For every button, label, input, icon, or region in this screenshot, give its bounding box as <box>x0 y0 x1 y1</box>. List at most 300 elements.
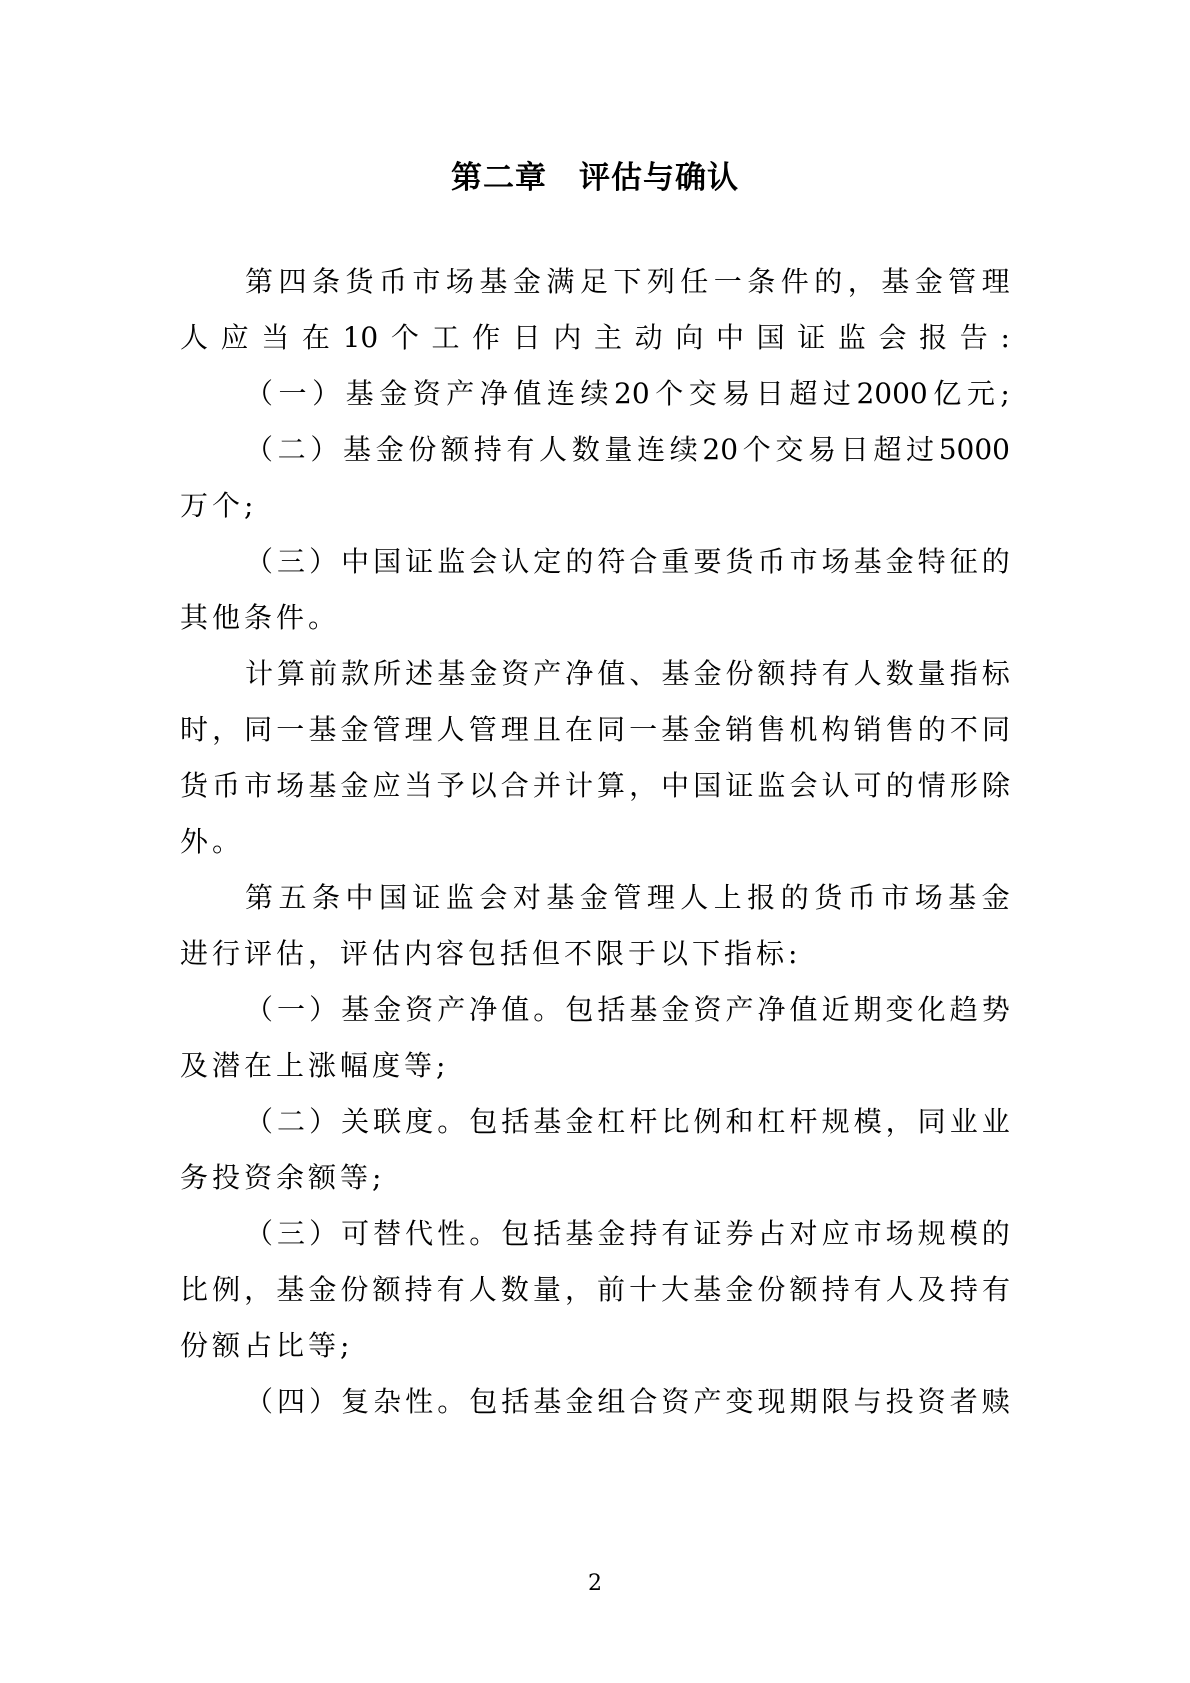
glyph: 日 <box>755 377 784 410</box>
glyph: 净 <box>479 377 508 410</box>
glyph: 。 <box>469 1217 498 1250</box>
glyph: 交 <box>688 377 717 410</box>
glyph: 份 <box>340 1273 369 1306</box>
glyph: 连 <box>546 377 575 410</box>
article-4-line-2 <box>180 318 1010 358</box>
glyph: 的 <box>981 1217 1010 1250</box>
article-5-item-3-line-1 <box>245 1214 1010 1254</box>
glyph: 予 <box>436 769 465 802</box>
glyph: 、 <box>629 657 658 690</box>
glyph: 金 <box>693 713 722 746</box>
glyph: 性 <box>437 1217 466 1250</box>
glyph: 要 <box>693 545 722 578</box>
article-4-line-1 <box>245 262 1010 302</box>
glyph: 。 <box>533 993 562 1026</box>
glyph: 时 <box>180 713 209 746</box>
glyph: 数 <box>571 433 600 466</box>
glyph: 币 <box>378 265 407 298</box>
glyph: 有 <box>853 1273 882 1306</box>
glyph: 金 <box>725 1273 754 1306</box>
glyph: 易 <box>722 377 751 410</box>
glyph: 管 <box>372 713 401 746</box>
glyph: 在 <box>564 713 593 746</box>
glyph: 币 <box>757 545 786 578</box>
glyph: 算 <box>277 657 306 690</box>
glyph: 关 <box>341 1105 370 1138</box>
glyph: 形 <box>949 769 978 802</box>
glyph: 人 <box>180 321 209 354</box>
glyph: 基 <box>308 769 337 802</box>
glyph: 基 <box>345 377 374 410</box>
glyph: 超 <box>789 377 818 410</box>
glyph: 与 <box>853 1385 882 1418</box>
glyph: 证 <box>797 321 826 354</box>
glyph: （ <box>245 1105 274 1138</box>
glyph: 变 <box>885 993 914 1026</box>
glyph: 交 <box>775 433 804 466</box>
glyph: 规 <box>821 1105 850 1138</box>
glyph: 基 <box>948 881 977 914</box>
glyph: 场 <box>885 1217 914 1250</box>
glyph: 并 <box>532 769 561 802</box>
glyph: 条 <box>747 265 776 298</box>
glyph: 模 <box>853 1105 882 1138</box>
glyph: 合 <box>629 545 658 578</box>
glyph: 值 <box>513 377 542 410</box>
article-4-item-3-line-1 <box>245 542 1010 582</box>
glyph: 资 <box>412 377 441 410</box>
glyph: 日 <box>512 321 541 354</box>
glyph: 基 <box>276 1273 305 1306</box>
glyph: 基 <box>629 993 658 1026</box>
glyph: 持 <box>949 1273 978 1306</box>
glyph: ） <box>310 433 339 466</box>
glyph: 内 <box>553 321 582 354</box>
glyph: 净 <box>565 657 594 690</box>
glyph: 杂 <box>373 1385 402 1418</box>
glyph: 定 <box>533 545 562 578</box>
glyph: ， <box>885 1105 914 1138</box>
glyph: 包 <box>565 993 594 1026</box>
glyph: 理 <box>981 265 1010 298</box>
glyph: 基 <box>853 545 882 578</box>
glyph: 上 <box>713 881 742 914</box>
glyph: 同 <box>597 713 626 746</box>
article-5-item-3-line-3: 份额占比等; <box>180 1329 354 1362</box>
glyph: 易 <box>808 433 837 466</box>
glyph: 标 <box>981 657 1010 690</box>
glyph: 比 <box>661 1105 690 1138</box>
glyph: 人 <box>853 657 882 690</box>
glyph: 包 <box>469 1385 498 1418</box>
glyph: 应 <box>821 1217 850 1250</box>
glyph: 货 <box>725 545 754 578</box>
glyph: 比 <box>180 1273 209 1306</box>
glyph: 有 <box>981 1273 1010 1306</box>
article-5-line-1 <box>245 878 1010 918</box>
glyph: ; <box>1000 377 1010 410</box>
glyph: 金 <box>579 881 608 914</box>
glyph: : <box>1000 321 1010 354</box>
glyph: ） <box>309 993 338 1026</box>
glyph: 限 <box>821 1385 850 1418</box>
glyph: 会 <box>878 321 907 354</box>
glyph: 日 <box>840 433 869 466</box>
glyph: 第 <box>245 265 274 298</box>
glyph: ） <box>309 1385 338 1418</box>
glyph: 趋 <box>949 993 978 1026</box>
glyph: 现 <box>757 1385 786 1418</box>
glyph: 条 <box>311 881 340 914</box>
glyph: 三 <box>277 545 306 578</box>
glyph: 金 <box>661 993 690 1026</box>
glyph: 净 <box>757 993 786 1026</box>
glyph: 杆 <box>789 1105 818 1138</box>
glyph: 指 <box>949 657 978 690</box>
glyph: 大 <box>661 1273 690 1306</box>
article-5-item-4-line-1 <box>245 1382 1010 1422</box>
glyph: 币 <box>212 769 241 802</box>
glyph: 且 <box>532 713 561 746</box>
glyph: 替 <box>373 1217 402 1250</box>
glyph: 监 <box>837 321 866 354</box>
article-5-item-2-line-2: 务投资余额等; <box>180 1161 386 1194</box>
glyph: 管 <box>468 713 497 746</box>
glyph: 个 <box>655 377 684 410</box>
glyph: 金 <box>885 545 914 578</box>
glyph: 基 <box>565 1217 594 1250</box>
glyph: 势 <box>981 993 1010 1026</box>
glyph: 情 <box>917 769 946 802</box>
glyph: 业 <box>981 1105 1010 1138</box>
glyph: 场 <box>445 265 474 298</box>
glyph: 续 <box>580 377 609 410</box>
glyph: 有 <box>506 433 535 466</box>
glyph: 人 <box>468 1273 497 1306</box>
glyph: 括 <box>501 1385 530 1418</box>
glyph: 特 <box>917 545 946 578</box>
glyph: 10 <box>342 321 379 354</box>
glyph: （ <box>245 1385 274 1418</box>
glyph: 括 <box>501 1105 530 1138</box>
glyph: （ <box>245 993 274 1026</box>
glyph: 对 <box>512 881 541 914</box>
glyph: 足 <box>579 265 608 298</box>
glyph: 证 <box>725 769 754 802</box>
article-4-item-1 <box>245 374 1010 414</box>
glyph: 征 <box>949 545 978 578</box>
glyph: 金 <box>693 657 722 690</box>
glyph: 销 <box>725 713 754 746</box>
glyph: 款 <box>341 657 370 690</box>
glyph: 亿 <box>933 377 962 410</box>
glyph: 金 <box>565 1385 594 1418</box>
chapter-title: 第二章 评估与确认 <box>451 160 739 196</box>
glyph: 市 <box>881 881 910 914</box>
glyph: 额 <box>789 1273 818 1306</box>
glyph: 一 <box>713 265 742 298</box>
glyph: 国 <box>378 881 407 914</box>
glyph: （ <box>245 433 274 466</box>
glyph: 模 <box>949 1217 978 1250</box>
glyph: 。 <box>437 1105 466 1138</box>
glyph: 可 <box>341 1217 370 1250</box>
glyph: 基 <box>308 713 337 746</box>
glyph: 国 <box>693 769 722 802</box>
glyph: 同 <box>244 713 273 746</box>
glyph: 额 <box>757 657 786 690</box>
calculation-paragraph-line-3 <box>180 766 1010 806</box>
glyph: 持 <box>629 1217 658 1250</box>
glyph: 主 <box>594 321 623 354</box>
glyph: 认 <box>501 545 530 578</box>
glyph: ） <box>309 1105 338 1138</box>
glyph: 证 <box>405 545 434 578</box>
glyph: 货 <box>180 769 209 802</box>
glyph: 的 <box>814 265 843 298</box>
glyph: 销 <box>853 713 882 746</box>
glyph: 有 <box>436 1273 465 1306</box>
glyph: 杆 <box>629 1105 658 1138</box>
glyph: 计 <box>564 769 593 802</box>
glyph: 应 <box>372 769 401 802</box>
glyph: 以 <box>468 769 497 802</box>
glyph: 对 <box>789 1217 818 1250</box>
glyph: 当 <box>404 769 433 802</box>
glyph: 认 <box>821 769 850 802</box>
glyph: 基 <box>341 993 370 1026</box>
article-5-item-1-line-1 <box>245 990 1010 1030</box>
glyph: 及 <box>917 1273 946 1306</box>
glyph: 括 <box>533 1217 562 1250</box>
glyph: 条 <box>311 265 340 298</box>
glyph: 量 <box>917 657 946 690</box>
glyph: 例 <box>693 1105 722 1138</box>
glyph: 币 <box>847 881 876 914</box>
glyph: ， <box>847 265 876 298</box>
article-5-item-3-line-2 <box>180 1270 1010 1310</box>
glyph: 杠 <box>597 1105 626 1138</box>
glyph: 20 <box>614 377 650 410</box>
glyph: 金 <box>565 1105 594 1138</box>
glyph: 合 <box>629 1385 658 1418</box>
glyph: 近 <box>821 993 850 1026</box>
glyph: 监 <box>437 545 466 578</box>
glyph: 管 <box>613 881 642 914</box>
glyph: 动 <box>634 321 663 354</box>
glyph: 净 <box>469 993 498 1026</box>
glyph: 当 <box>261 321 290 354</box>
article-5-item-1-line-2: 及潜在上涨幅度等; <box>180 1049 450 1082</box>
glyph: 告 <box>959 321 988 354</box>
glyph: 金 <box>373 993 402 1026</box>
glyph: 持 <box>473 433 502 466</box>
glyph: 计 <box>245 657 274 690</box>
glyph: 同 <box>917 1105 946 1138</box>
glyph: 基 <box>661 657 690 690</box>
glyph: 量 <box>604 433 633 466</box>
glyph: 国 <box>373 545 402 578</box>
glyph: 元 <box>966 377 995 410</box>
article-5-line-2: 进行评估，评估内容包括但不限于以下指标: <box>180 937 802 970</box>
glyph: 会 <box>479 881 508 914</box>
glyph: 人 <box>539 433 568 466</box>
glyph: 市 <box>789 545 818 578</box>
glyph: 构 <box>821 713 850 746</box>
calculation-paragraph-line-1 <box>245 654 1010 694</box>
glyph: 资 <box>917 1385 946 1418</box>
glyph: 中 <box>341 545 370 578</box>
glyph: 中 <box>345 881 374 914</box>
glyph: 金 <box>379 377 408 410</box>
glyph: 理 <box>404 713 433 746</box>
glyph: 一 <box>629 713 658 746</box>
glyph: 产 <box>725 993 754 1026</box>
glyph: 场 <box>276 769 305 802</box>
glyph: 一 <box>277 993 306 1026</box>
glyph: 。 <box>437 1385 466 1418</box>
glyph: 基 <box>343 433 372 466</box>
glyph: 过 <box>906 433 935 466</box>
page-number: 2 <box>588 1571 602 1596</box>
glyph: 变 <box>725 1385 754 1418</box>
glyph: 市 <box>853 1217 882 1250</box>
article-4-item-3-line-2: 其他条件。 <box>180 601 341 634</box>
glyph: 人 <box>885 1273 914 1306</box>
calculation-paragraph-line-2 <box>180 710 1010 750</box>
glyph: 值 <box>597 657 626 690</box>
glyph: 一 <box>278 377 307 410</box>
glyph: 金 <box>981 881 1010 914</box>
glyph: 满 <box>546 265 575 298</box>
glyph: 的 <box>780 881 809 914</box>
glyph: 报 <box>747 881 776 914</box>
glyph: 值 <box>789 993 818 1026</box>
glyph: 金 <box>512 265 541 298</box>
glyph: 算 <box>597 769 626 802</box>
glyph: 五 <box>278 881 307 914</box>
glyph: 基 <box>533 1385 562 1418</box>
glyph: 三 <box>277 1217 306 1250</box>
glyph: 超 <box>873 433 902 466</box>
glyph: ， <box>564 1273 593 1306</box>
glyph: 者 <box>949 1385 978 1418</box>
glyph: 持 <box>821 1273 850 1306</box>
calculation-paragraph-line-4: 外。 <box>180 825 245 858</box>
glyph: 中 <box>715 321 744 354</box>
glyph: 理 <box>500 713 529 746</box>
glyph: 有 <box>821 657 850 690</box>
glyph: 的 <box>565 545 594 578</box>
glyph: ， <box>212 713 241 746</box>
glyph: 一 <box>276 713 305 746</box>
glyph: 量 <box>532 1273 561 1306</box>
glyph: 任 <box>680 265 709 298</box>
glyph: 二 <box>277 433 306 466</box>
glyph: 5000 <box>938 433 1010 466</box>
glyph: 向 <box>675 321 704 354</box>
glyph: 份 <box>757 1273 786 1306</box>
glyph: 性 <box>405 1385 434 1418</box>
glyph: 产 <box>693 1385 722 1418</box>
glyph: 的 <box>885 769 914 802</box>
glyph: 除 <box>981 769 1010 802</box>
glyph: ） <box>312 377 341 410</box>
glyph: 资 <box>661 1385 690 1418</box>
glyph: （ <box>245 545 274 578</box>
glyph: 2000 <box>856 377 928 410</box>
article-4-item-2-line-2: 万个; <box>180 489 258 522</box>
glyph: 十 <box>629 1273 658 1306</box>
glyph: 场 <box>821 545 850 578</box>
glyph: 度 <box>405 1105 434 1138</box>
glyph: 连 <box>637 433 666 466</box>
glyph: 证 <box>412 881 441 914</box>
glyph: 包 <box>469 1105 498 1138</box>
glyph: 规 <box>917 1217 946 1250</box>
glyph: 产 <box>533 657 562 690</box>
glyph: 例 <box>212 1273 241 1306</box>
glyph: 下 <box>613 265 642 298</box>
glyph: 化 <box>917 993 946 1026</box>
glyph: 售 <box>757 713 786 746</box>
glyph: 个 <box>742 433 771 466</box>
glyph: 货 <box>814 881 843 914</box>
glyph: 额 <box>441 433 470 466</box>
glyph: 基 <box>546 881 575 914</box>
glyph: 证 <box>693 1217 722 1250</box>
glyph: 和 <box>725 1105 754 1138</box>
glyph: 人 <box>680 881 709 914</box>
glyph: 联 <box>373 1105 402 1138</box>
glyph: 代 <box>405 1217 434 1250</box>
glyph: 金 <box>340 769 369 802</box>
glyph: 会 <box>789 769 818 802</box>
glyph: 有 <box>661 1217 690 1250</box>
glyph: 额 <box>372 1273 401 1306</box>
article-4-item-2-line-1 <box>245 430 1010 470</box>
glyph: 占 <box>757 1217 786 1250</box>
glyph: 赎 <box>981 1385 1010 1418</box>
glyph: 可 <box>853 769 882 802</box>
glyph: 持 <box>789 657 818 690</box>
glyph: 资 <box>405 993 434 1026</box>
glyph: 期 <box>853 993 882 1026</box>
glyph: 资 <box>501 657 530 690</box>
glyph: 四 <box>278 265 307 298</box>
glyph: 份 <box>408 433 437 466</box>
glyph: 中 <box>661 769 690 802</box>
glyph: 符 <box>597 545 626 578</box>
glyph: 产 <box>437 993 466 1026</box>
glyph: 在 <box>301 321 330 354</box>
glyph: 金 <box>597 1217 626 1250</box>
glyph: ） <box>309 1217 338 1250</box>
glyph: 基 <box>881 265 910 298</box>
glyph: 数 <box>500 1273 529 1306</box>
glyph: 市 <box>244 769 273 802</box>
glyph: 金 <box>340 713 369 746</box>
glyph: 应 <box>220 321 249 354</box>
glyph: 份 <box>725 657 754 690</box>
glyph: 会 <box>469 545 498 578</box>
glyph: 券 <box>725 1217 754 1250</box>
glyph: 杠 <box>757 1105 786 1138</box>
glyph: 场 <box>914 881 943 914</box>
glyph: 监 <box>757 769 786 802</box>
glyph: 售 <box>885 713 914 746</box>
glyph: 续 <box>669 433 698 466</box>
